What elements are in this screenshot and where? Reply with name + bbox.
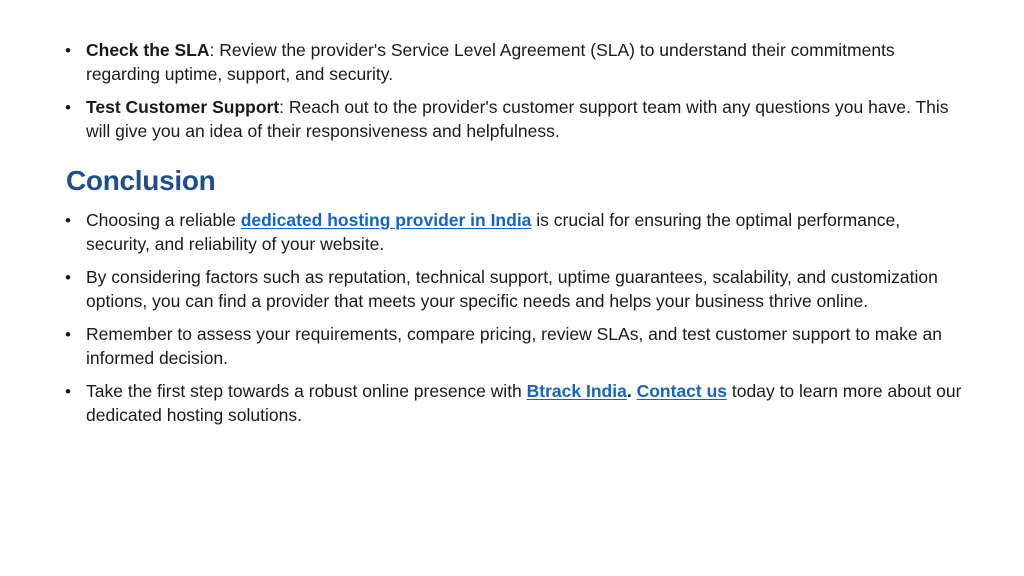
bullet-text: By considering factors such as reputation, technical support, uptime guarantees, scalability, and customization options, you can find a provider that meets your specific needs and helps your business thrive online.: [86, 267, 938, 311]
list-item: [64, 39, 964, 86]
contact-us-link[interactable]: Contact us: [636, 381, 728, 401]
list-item: [64, 380, 964, 427]
bullet-text: Remember to assess your requirements, compare pricing, review SLAs, and test customer support to make an informed decision.: [86, 324, 942, 368]
bullet-text: today to learn more about our dedicated hosting solutions.: [86, 381, 962, 425]
bullet-text: Take the first step towards a robust online presence with: [86, 381, 527, 401]
separator: .: [626, 381, 632, 401]
list-item: [64, 323, 964, 370]
section-heading: Conclusion: [66, 165, 216, 196]
bullet-text: : Reach out to the provider's customer support team with any questions you have. This will give you an idea of their responsiveness and helpfulness.: [86, 97, 949, 141]
bullet-text: : Review the provider's Service Level Agreement (SLA) to understand their commitments regarding uptime, support, and security.: [86, 40, 895, 84]
dedicated-hosting-link[interactable]: dedicated hosting provider in India: [240, 210, 532, 230]
tips-list: [64, 39, 964, 153]
list-item: [64, 266, 964, 313]
list-item: [64, 209, 964, 256]
bullet-term: Test Customer Support: [86, 97, 280, 117]
conclusion-list: [64, 209, 964, 437]
bullet-text: Choosing a reliable: [86, 210, 241, 230]
bullet-term: Check the SLA: [86, 40, 210, 60]
btrack-india-link[interactable]: Btrack India: [526, 381, 627, 401]
bullet-text: is crucial for ensuring the optimal performance, security, and reliability of your website.: [86, 210, 901, 254]
list-item: [64, 96, 964, 143]
